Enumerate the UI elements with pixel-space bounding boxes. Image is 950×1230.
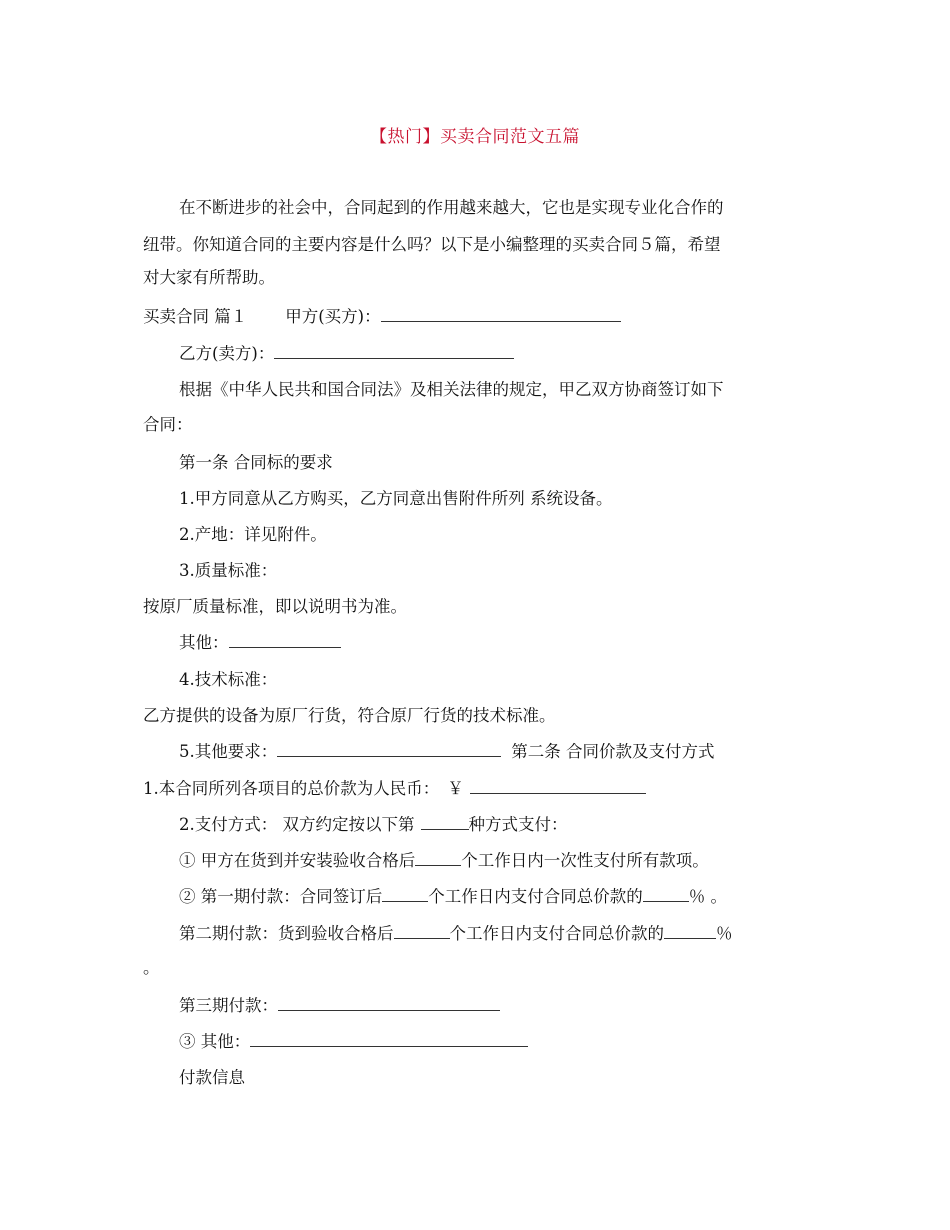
party-a-label: 甲方(买方)：: [285, 307, 381, 326]
party-b-label: 乙方(卖方)：: [179, 344, 275, 363]
party-b-row: [179, 344, 514, 364]
party-a-blank: [381, 307, 621, 322]
other-blank: [229, 633, 341, 648]
option-1-row: [179, 851, 709, 871]
item-5-blank: [277, 742, 501, 757]
option-2-text-a: ② 第一期付款：合同签订后: [179, 887, 383, 906]
item-1: 1.甲方同意从乙方购买，乙方同意出售附件所列 系统设备。: [179, 489, 613, 508]
intro-line-1: 在不断进步的社会中，合同起到的作用越来越大，它也是实现专业化合作的: [179, 198, 724, 217]
option-3-blank: [250, 1032, 528, 1047]
currency-symbol: ￥: [447, 779, 464, 798]
pay-method-suffix: 种方式支付：: [468, 815, 568, 834]
phase-2-text-a: 第二期付款：货到验收合格后: [179, 924, 394, 943]
item-3: 3.质量标准：: [179, 561, 278, 580]
option-1-blank: [415, 851, 461, 866]
document-title: 【热门】买卖合同范文五篇: [370, 127, 580, 147]
option-3-row: [179, 1032, 528, 1052]
other-label: 其他：: [179, 633, 229, 652]
phase-2-text-b: 个工作日内支付合同总价款的: [449, 924, 664, 943]
basis-line-2: 合同：: [143, 415, 193, 434]
option-2-text-b: 个工作日内支付合同总价款的: [428, 887, 643, 906]
quality-standard: 按原厂质量标准，即以说明书为准。: [143, 597, 407, 616]
intro-line-2: 纽带。你知道合同的主要内容是什么吗？以下是小编整理的买卖合同５篇，希望: [143, 235, 721, 254]
phase-2-end: 。: [143, 958, 160, 977]
price-blank: [470, 779, 646, 794]
option-1-text-b: 个工作日内一次性支付所有款项。: [461, 851, 709, 870]
option-1-text-a: ① 甲方在货到并安装验收合格后: [179, 851, 416, 870]
contract-heading-row: [143, 307, 621, 327]
contract-heading: 买卖合同 篇１: [143, 307, 248, 326]
option-3-label: ③ 其他：: [179, 1032, 251, 1051]
phase-2-blank-percent: [664, 924, 716, 939]
price-label: 1.本合同所列各项目的总价款为人民币：: [143, 779, 440, 798]
pay-method-label: 2.支付方式： 双方约定按以下第: [179, 815, 415, 834]
intro-line-3: 对大家有所帮助。: [143, 268, 275, 287]
item-5-row: [179, 742, 715, 762]
phase-2-row: [179, 924, 733, 944]
article-2-title: 第二条 合同价款及支付方式: [511, 742, 715, 761]
phase-2-blank-days: [394, 924, 450, 939]
phase-3-label: 第三期付款：: [179, 996, 278, 1015]
option-2-blank-percent: [643, 887, 689, 902]
pay-method-blank: [421, 815, 469, 830]
party-b-blank: [274, 344, 514, 359]
phase-3-row: [179, 996, 500, 1016]
item-5-label: 5.其他要求：: [179, 742, 278, 761]
option-2-row: [179, 887, 727, 907]
price-row: [143, 779, 646, 799]
payment-info-heading: 付款信息: [179, 1068, 245, 1087]
basis-line-1: 根据《中华人民共和国合同法》及相关法律的规定，甲乙双方协商签订如下: [179, 380, 724, 399]
item-4: 4.技术标准：: [179, 670, 278, 689]
option-2-blank-days: [382, 887, 428, 902]
phase-2-text-c: ％: [716, 924, 733, 943]
pay-method-row: [179, 815, 568, 835]
item-2: 2.产地：详见附件。: [179, 525, 327, 544]
other-row: [179, 633, 341, 653]
article-1-title: 第一条 合同标的要求: [179, 453, 333, 472]
tech-standard: 乙方提供的设备为原厂行货，符合原厂行货的技术标准。: [143, 706, 556, 725]
option-2-text-c: ％ 。: [688, 887, 727, 906]
phase-3-blank: [278, 996, 500, 1011]
